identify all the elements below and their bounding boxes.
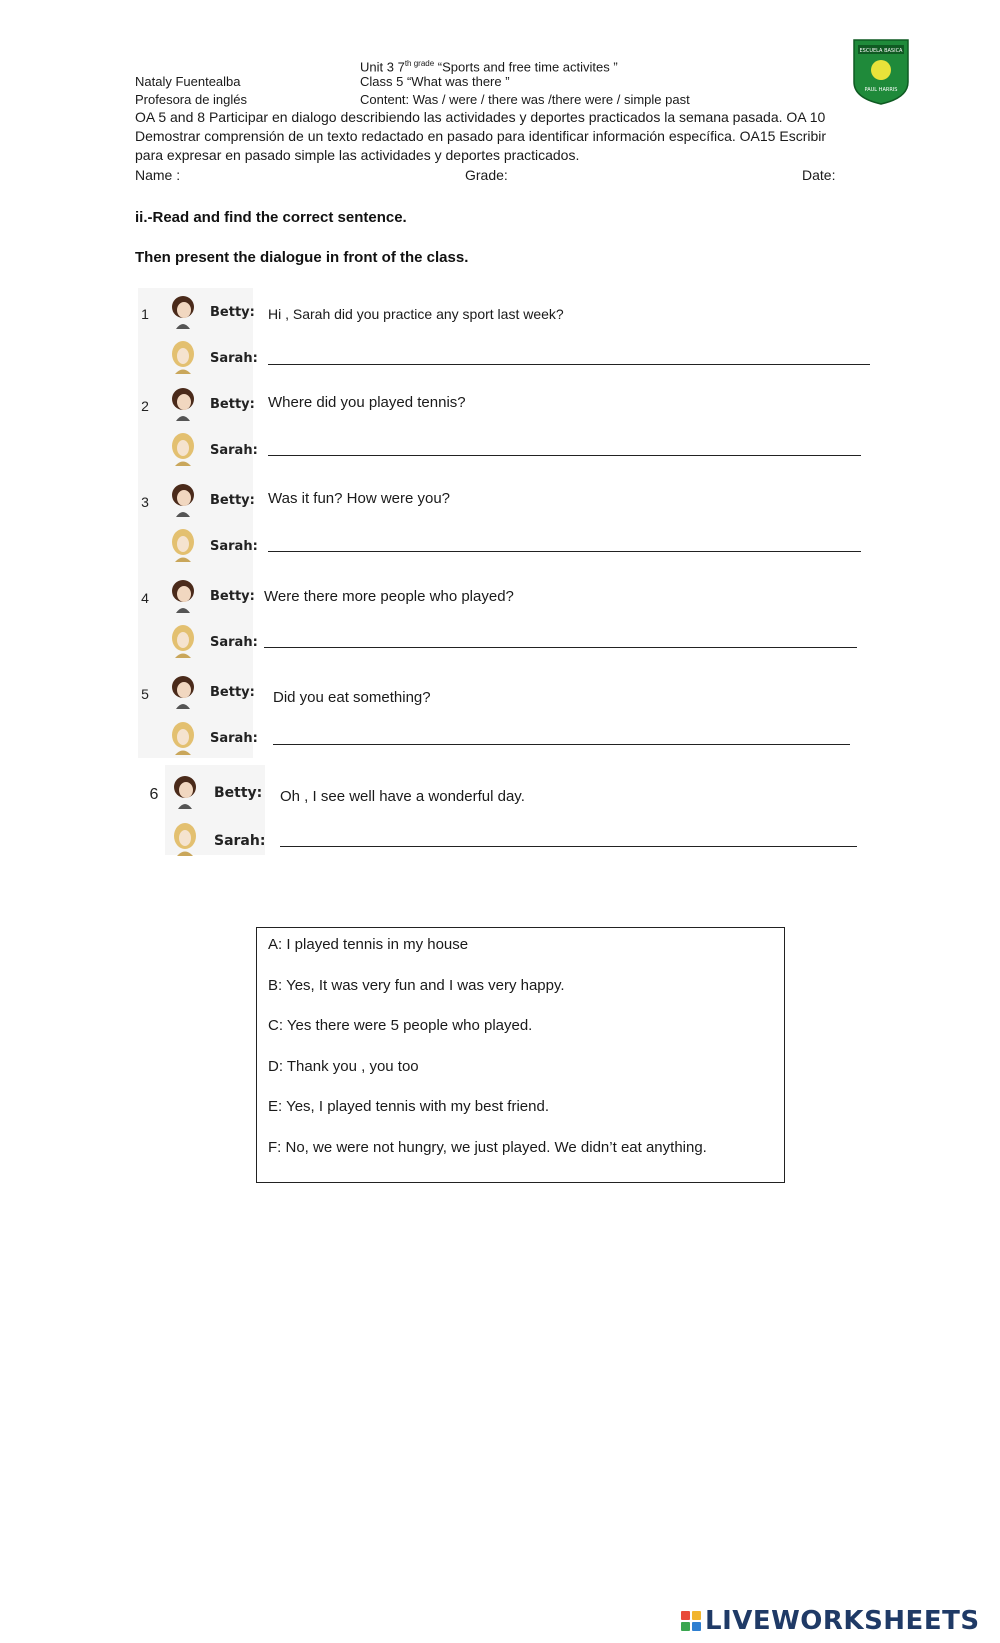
logo-top-text: ESCUELA BASICA	[859, 48, 903, 54]
speaker-betty: Betty:	[210, 493, 255, 508]
teacher-role: Profesora de inglés	[135, 92, 248, 107]
betty-avatar-icon	[170, 387, 196, 421]
sarah-avatar-icon	[170, 624, 196, 658]
speaker-betty: Betty:	[210, 685, 255, 700]
betty-question: Did you eat something?	[273, 689, 431, 706]
row-number: 6	[149, 786, 159, 803]
answer-line[interactable]	[268, 441, 861, 456]
answer-line[interactable]	[268, 537, 861, 552]
school-logo	[852, 38, 910, 106]
answer-option-a[interactable]: A: I played tennis in my house	[268, 936, 469, 953]
date-label: Date:	[802, 167, 836, 183]
answer-option-b[interactable]: B: Yes, It was very fun and I was very happy.	[268, 977, 565, 994]
betty-avatar-icon	[170, 483, 196, 517]
liveworksheets-logo[interactable]	[681, 1606, 980, 1636]
answer-option-f[interactable]: F: No, we were not hungry, we just played. We didn’t eat anything.	[268, 1139, 707, 1156]
betty-question: Where did you played tennis?	[268, 394, 466, 411]
speaker-betty: Betty:	[210, 397, 255, 412]
unit-line: Unit 3 $7^{th grade}$ “Sports and free time activites ”	[360, 59, 618, 75]
speaker-sarah: Sarah:	[210, 635, 258, 650]
row-number: 5	[141, 686, 149, 702]
brand-name: LIVEWORKSHEETS	[705, 1606, 980, 1636]
learning-objectives: OA 5 and 8 Participar en dialogo describiendo las actividades y deportes practicados la semana pasada. OA 10 Demostrar comprensión de un texto redactado en pasado para identificar información específica. OA15 Escribir para expresar en pasado simple las actividades y deportes practicados.	[135, 109, 827, 163]
betty-question: Were there more people who played?	[264, 588, 514, 605]
speaker-sarah: Sarah:	[210, 351, 258, 366]
speaker-sarah: Sarah:	[210, 539, 258, 554]
teacher-name: Nataly Fuentealba	[135, 74, 241, 89]
answer-line[interactable]	[268, 350, 870, 365]
instruction-line-1: ii.-Read and find the correct sentence.	[135, 209, 407, 226]
speaker-betty: Betty:	[210, 305, 255, 320]
logo-bottom-text: PAUL HARRIS	[864, 87, 898, 93]
answer-option-e[interactable]: E: Yes, I played tennis with my best friend.	[268, 1098, 549, 1115]
speaker-betty: Betty:	[210, 589, 255, 604]
betty-avatar-icon	[170, 579, 196, 613]
answer-line[interactable]	[264, 633, 857, 648]
row-number: 2	[141, 398, 149, 414]
name-label: Name :	[135, 167, 181, 183]
betty-avatar-icon	[172, 775, 198, 809]
grade-label: Grade:	[465, 167, 508, 183]
betty-avatar-icon	[170, 295, 196, 329]
sarah-avatar-icon	[170, 721, 196, 755]
betty-avatar-icon	[170, 675, 196, 709]
speaker-sarah: Sarah:	[210, 731, 258, 746]
speaker-sarah: Sarah:	[210, 443, 258, 458]
row-number: 1	[141, 306, 149, 322]
answer-option-d[interactable]: D: Thank you , you too	[268, 1058, 419, 1075]
speaker-sarah: Sarah:	[214, 833, 266, 849]
row-number: 4	[141, 590, 149, 606]
liveworksheets-mark-icon	[681, 1611, 701, 1631]
sarah-avatar-icon	[170, 528, 196, 562]
betty-question: Oh , I see well have a wonderful day.	[280, 788, 525, 805]
sarah-avatar-icon	[170, 340, 196, 374]
class-line: Class 5 “What was there ”	[360, 74, 510, 89]
row-number: 3	[141, 494, 149, 510]
betty-question: Was it fun? How were you?	[268, 490, 451, 507]
sarah-avatar-icon	[172, 822, 198, 856]
speaker-betty: Betty:	[214, 785, 263, 801]
content-line: Content: Was / were / there was /there were / simple past	[360, 92, 690, 107]
answer-line[interactable]	[280, 832, 857, 847]
answer-options-box	[256, 927, 785, 1183]
sarah-avatar-icon	[170, 432, 196, 466]
betty-question: Hi , Sarah did you practice any sport last week?	[268, 306, 564, 322]
answer-line[interactable]	[273, 730, 850, 745]
answer-option-c[interactable]: C: Yes there were 5 people who played.	[268, 1017, 533, 1034]
instruction-line-2: Then present the dialogue in front of the class.	[135, 249, 469, 266]
